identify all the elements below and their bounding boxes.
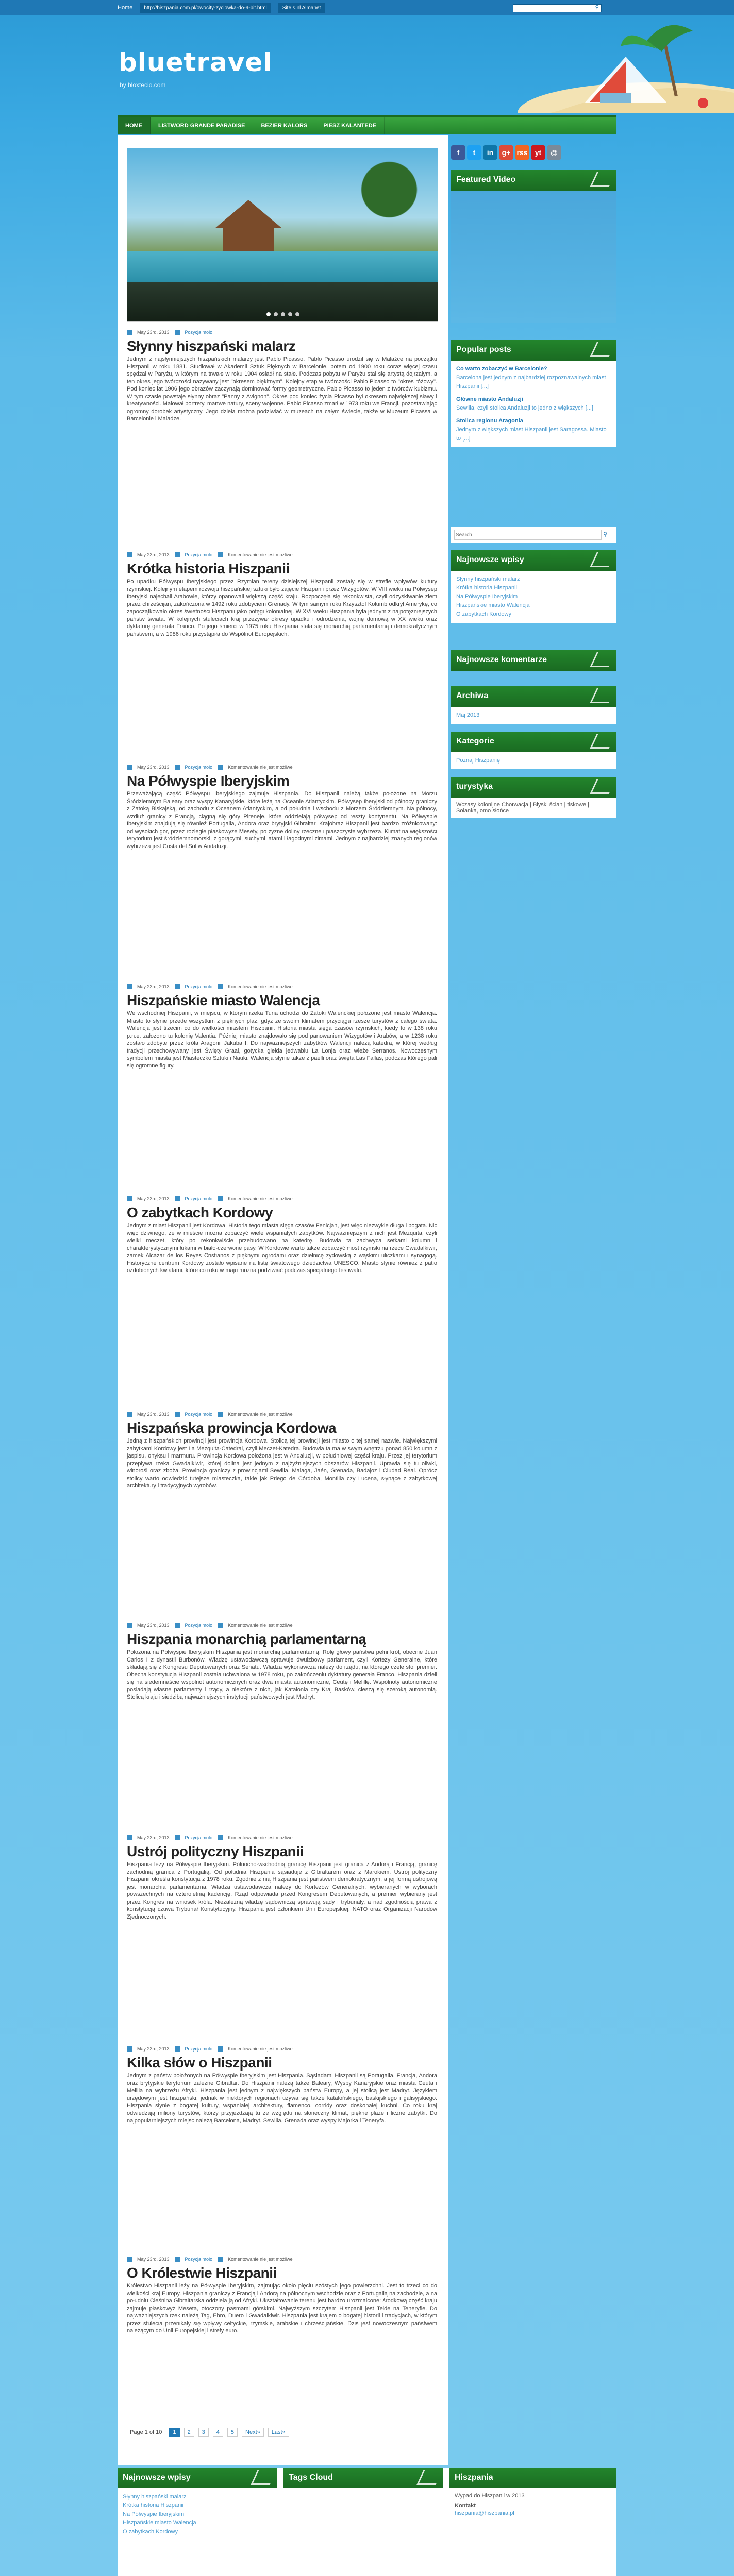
calendar-icon xyxy=(127,1623,132,1628)
footer-contact-email[interactable]: hiszpania@hiszpania.pl xyxy=(455,2510,514,2516)
page-link[interactable]: 3 xyxy=(198,2428,209,2437)
sidebar-search-input[interactable] xyxy=(454,530,602,540)
top-link[interactable]: Site s.nl Almanet xyxy=(278,3,325,13)
pagination-label: Page 1 of 10 xyxy=(130,2429,162,2435)
image-slider[interactable] xyxy=(127,148,438,322)
rss-icon[interactable]: rss xyxy=(515,145,529,160)
widget-title-text: Popular posts xyxy=(456,345,511,354)
popular-post-title[interactable]: Główne miasto Andaluzji xyxy=(456,396,523,402)
post-excerpt: Jednym z najsłynniejszych hiszpańskich malarzy jest Pablo Picasso. Pablo Picasso urodził się w Malaźce na początku Hiszpanii w roku 1881. Studiował w Akademii Sztuk Pięknych w Barcelonie, potem od 1900 roku coraz więcej czasu spędzał w Paryżu, w którym na trwałe w roku 1904 osiadł na stałe. Podczas pobytu w Paryżu stał się artystą dojrzałym, a ten okres jego twórczości nazywany jest "okresem błękitnym". Kolejny etap w twórczości Pablo Picasso to "okres różowy". Pod koniec lat 1906 jego obrazów zaczynają dominować formy geometryczne. Pablo Picasso to jeden z twórców kubizmu. W tym czasie powstaje słynny obraz "Panny z Avignon". Okres pod koniec życia Picasso był okresem największej sławy i kreatywności. Malował portrety, martwe natury, sceny wojenne. Pablo Picasso zmarł w 1973 roku we Francji, pozostawiając ogromny dorobek artystyczny. Jego dzieła można podziwiać w muzeach na całym świecie, także w Muzeum Picassa w Barcelonie i Maladze. xyxy=(127,356,437,422)
recent-post-link[interactable]: Słynny hiszpański malarz xyxy=(123,2494,187,2500)
post-meta xyxy=(127,552,437,557)
turystyka-text[interactable]: Wczasy kolonijne Chorwacja | Błyski ścian | tiskowe | Solanka, omo słońce xyxy=(451,798,616,818)
sidebar xyxy=(451,135,616,2465)
category-link[interactable]: Poznaj Hiszpanię xyxy=(456,757,500,764)
widget-recent-comments xyxy=(451,650,616,671)
widget-title-text: Tags Cloud xyxy=(289,2473,333,2482)
youtube-icon[interactable]: yt xyxy=(531,145,545,160)
post-author[interactable]: Pozycja molo xyxy=(185,765,213,770)
widget-title-text: Hiszpania xyxy=(455,2473,493,2482)
nav-item[interactable]: PIESZ KALANTEDE xyxy=(315,117,385,134)
post-excerpt: Położona na Półwyspie Iberyjskim Hiszpania jest monarchią parlamentarną. Rolę głowy państwa pełni król, obecnie Juan Carlos I z dynastii Burbonów. Władzę ustawodawczą sprawuje dwuizbowy parlament, czyli Kortezy Generalne, które składają się z Kongresu Deputowanych oraz Senatu. Władza wykonawcza należy do rządu, na którego czele stoi premier. Obecna konstytucja Hiszpanii została uchwalona w 1978 roku, po zakończeniu dyktatury generała Franco. Hiszpania dzieli się na siedemnaście wspólnot autonomicznych oraz dwa miasta autonomiczne, Ceutę i Melillę. Wspólnoty autonomiczne posiadają własne parlamenty i rządy, a niektóre z nich, jak Katalonia czy Kraj Basków, cieszą się szeroką autonomią. Stolicą kraju i siedzibą najważniejszych instytucji państwowych jest Madryt. xyxy=(127,1649,437,1700)
user-icon xyxy=(175,765,180,770)
footer-recent xyxy=(118,2468,277,2540)
slider-dot[interactable] xyxy=(288,312,292,316)
top-link[interactable]: http://hiszpania.com.pl/owocity-zyciowka-do-9-bit.html xyxy=(140,3,271,13)
calendar-icon xyxy=(127,330,132,335)
user-icon xyxy=(175,984,180,989)
user-icon xyxy=(175,1412,180,1417)
popular-list xyxy=(451,361,616,447)
pagination xyxy=(127,2428,289,2437)
popular-post-excerpt[interactable]: Sewilla, czyli stolica Andaluzji to jedno z większych [...] xyxy=(456,405,593,411)
widget-title-text: Archiwa xyxy=(456,691,489,700)
post-author[interactable]: Pozycja molo xyxy=(185,1196,213,1201)
beach-chair-icon xyxy=(590,172,616,187)
post-meta xyxy=(127,330,437,335)
widget-categories xyxy=(451,732,616,769)
facebook-icon[interactable]: f xyxy=(451,145,465,160)
archive-list xyxy=(451,707,616,724)
post-meta xyxy=(127,2046,437,2052)
comment-icon xyxy=(218,2257,223,2262)
post-title[interactable]: O Królestwie Hiszpanii xyxy=(127,2265,277,2281)
comment-icon xyxy=(218,552,223,557)
footer-contact-label: Kontakt xyxy=(455,2503,476,2509)
popular-post-excerpt[interactable]: Barcelona jest jednym z najbardziej rozpoznawalnych miast Hiszpanii [...] xyxy=(456,375,606,389)
post xyxy=(127,984,437,1070)
nav-home[interactable]: HOME xyxy=(118,117,151,134)
recent-post-link[interactable]: Na Półwyspie Iberyjskim xyxy=(456,594,518,600)
widget-title xyxy=(118,2468,277,2488)
recent-post-link[interactable]: O zabytkach Kordowy xyxy=(456,611,511,617)
post-excerpt: Jednym z miast Hiszpanii jest Kordowa. Historia tego miasta sięga czasów Fenicjan, jest więc niezwykle długa i bogata. Nic więc dziwnego, że w mieście można zobaczyć wiele wspaniałych zabytków. Najważniejszym z nich jest Mezquita, czyli wielki meczet, który po rekonkwiście przebudowano na katedrę. Budowla ta zachwyca setkami kolumn i charakterystycznymi łukami w biało-czerwone pasy. W Kordowie warto także zobaczyć most rzymski na rzece Gwadalkiwir, zamek Alcázar de los Reyes Cristianos z pięknymi ogrodami oraz dzielnicę żydowską z wąskimi uliczkami i synagogą. Historyczne centrum Kordowy zostało wpisane na listę światowego dziedzictwa UNESCO. Miasto słynie również z patio ozdobionych kwiatami, które co roku w maju można podziwiać podczas specjalnego festiwalu. xyxy=(127,1223,437,1274)
widget-title-text: Najnowsze komentarze xyxy=(456,655,547,664)
category-list xyxy=(451,752,616,769)
slider-dots xyxy=(266,312,299,316)
footer-recent-list xyxy=(118,2488,277,2540)
comment-icon xyxy=(218,984,223,989)
post xyxy=(127,1412,437,1490)
widget-archive xyxy=(451,686,616,724)
beach-chair-icon xyxy=(590,552,616,567)
footer-tags xyxy=(283,2468,443,2488)
nav-item[interactable]: BEZIER KALORS xyxy=(253,117,315,134)
recent-post-link[interactable]: Hiszpańskie miasto Walencja xyxy=(123,2520,196,2526)
post-comments: Komentowanie nie jest możliwe xyxy=(228,2046,293,2052)
widget-recent-posts xyxy=(451,550,616,623)
calendar-icon xyxy=(127,2046,132,2052)
calendar-icon xyxy=(127,2257,132,2262)
post-date: May 23rd, 2013 xyxy=(137,984,170,989)
popular-post-excerpt[interactable]: Jednym z większych miast Hiszpanii jest Saragossa. Miasto to [...] xyxy=(456,427,607,442)
comment-icon xyxy=(218,1412,223,1417)
post-comments: Komentowanie nie jest możliwe xyxy=(228,1196,293,1201)
beach-chair-icon xyxy=(416,2470,443,2485)
beach-illustration xyxy=(497,15,734,113)
post-comments: Komentowanie nie jest możliwe xyxy=(228,1412,293,1417)
calendar-icon xyxy=(127,765,132,770)
post-excerpt: Jedną z hiszpańskich prowincji jest prowincja Kordowa. Stolicą tej prowincji jest miasto o tej samej nazwie. Największymi zabytkami Kordowy jest La Mezquita-Catedral, czyli Meczet-Katedra. Budowla ta ma w swym wnętrzu ponad 850 kolumn z jaspisu, onyksu i marmuru. Prowincja Kordowa położona jest w Andaluzji, w południowej części kraju. Przez jej terytorium przepływa rzeka Gwadalkiwir, której dolina jest jednym z najżyźniejszych obszarów Hiszpanii. Uprawia się tu oliwki, winorośl oraz zboża. Prowincja graniczy z prowincjami Sewilla, Malaga, Jaén, Grenada, Badajoz i Ciudad Real. Oprócz stolicy warto odwiedzić tutejsze miasteczka, takie jak Priego de Córdoba, Montilla czy Lucena, słynące z zabytkowej architektury i tradycyjnych wyrobów. xyxy=(127,1438,437,1489)
recent-post-link[interactable]: Hiszpańskie miasto Walencja xyxy=(456,602,530,608)
widget-title xyxy=(283,2468,443,2488)
top-home-link[interactable]: Home xyxy=(118,5,133,11)
post-comments: Komentowanie nie jest możliwe xyxy=(228,2257,293,2262)
comment-icon xyxy=(218,1835,223,1840)
post-meta xyxy=(127,765,437,770)
comment-icon xyxy=(218,1196,223,1201)
page-link[interactable]: 5 xyxy=(227,2428,238,2437)
post-date: May 23rd, 2013 xyxy=(137,1835,170,1840)
beach-chair-icon xyxy=(590,342,616,357)
widget-title xyxy=(451,340,616,361)
post-excerpt: Królestwo Hiszpanii leży na Półwyspie Iberyjskim, zajmując około pięciu szóstych jego powierzchni. Jest to trzeci co do wielkości kraj Europy. Hiszpania graniczy z Francją i Andorą na północnym wschodzie oraz z Portugalią na zachodzie, a na południu Cieśnina Gibraltarska oddziela ją od Afryki. Ukształtowanie terenu jest bardzo urozmaicone: środkową część kraju zajmuje płaskowyż Meseta, otoczony pasmami górskimi. Najwyższym szczytem Hiszpanii jest Teide na Teneryfie. Do najważniejszych rzek należą Tag, Ebro, Duero i Gwadalkiwir. Hiszpania jest krajem o bogatej historii i tradycjach, w którym przez stulecia przenikały się wpływy celtyckie, rzymskie, arabskie i chrześcijańskie. Dziś jest nowoczesnym państwem należącym do Unii Europejskiej i strefy euro. xyxy=(127,2283,437,2334)
page-link[interactable]: 1 xyxy=(169,2428,179,2437)
post-title[interactable]: Kilka słów o Hiszpanii xyxy=(127,2055,272,2071)
header xyxy=(0,15,734,113)
user-icon xyxy=(175,330,180,335)
linkedin-icon[interactable]: in xyxy=(483,145,497,160)
main-content xyxy=(118,135,448,2465)
post-title[interactable]: Krótka historia Hiszpanii xyxy=(127,561,290,577)
post-excerpt: Hiszpania leży na Półwyspie Iberyjskim. Północno-wschodnią granicę Hiszpanii jest granica z Andorą i Francją, granicę zachodnią granica z Portugalią. Od południa Hiszpania sąsiaduje z Gibraltarem oraz z Marokiem. Ustrój polityczny Hiszpanii określa konstytucja z 1978 roku. Zgodnie z nią Hiszpania jest państwem demokratycznym, a jej formą ustrojową jest monarchia parlamentarna. Władza ustawodawcza należy do Kortezów Generalnych, wybieranych w wyborach powszechnych na czteroletnią kadencję. Rząd odpowiada przed Kongresem Deputowanych, a premier wybierany jest przez Kongres na wniosek króla. Niezależną władzę sądowniczą sprawują sądy i trybunały, a nad zgodnością prawa z konstytucją czuwa Trybunał Konstytucyjny. Hiszpania jest członkiem Unii Europejskiej, NATO oraz Organizacji Narodów Zjednoczonych. xyxy=(127,1861,437,1920)
recent-post-link[interactable]: Krótka historia Hiszpanii xyxy=(456,585,517,591)
widget-title-text: turystyka xyxy=(456,782,493,791)
post-author[interactable]: Pozycja molo xyxy=(185,1412,213,1417)
calendar-icon xyxy=(127,984,132,989)
recent-list xyxy=(451,571,616,623)
calendar-icon xyxy=(127,1835,132,1840)
top-search-input[interactable] xyxy=(513,5,590,11)
post-meta xyxy=(127,984,437,989)
post-comments: Komentowanie nie jest możliwe xyxy=(228,984,293,989)
post-author[interactable]: Pozycja molo xyxy=(185,2046,213,2052)
slider-palm xyxy=(333,159,426,262)
beach-chair-icon xyxy=(590,688,616,703)
search-box xyxy=(451,527,616,543)
post xyxy=(127,1835,437,1921)
calendar-icon xyxy=(127,1412,132,1417)
widget-title xyxy=(449,2468,616,2488)
calendar-icon xyxy=(127,552,132,557)
widget-popular-posts xyxy=(451,340,616,447)
post-date: May 23rd, 2013 xyxy=(137,765,170,770)
widget-title xyxy=(451,650,616,671)
beach-chair-icon xyxy=(590,779,616,794)
post-comments: Komentowanie nie jest możliwe xyxy=(228,1623,293,1628)
post-meta xyxy=(127,1412,437,1417)
post xyxy=(127,2046,437,2125)
footer-about-text: Wypad do Hiszpanii w 2013 xyxy=(455,2493,525,2499)
user-icon xyxy=(175,1196,180,1201)
widget-title-text: Najnowsze wpisy xyxy=(123,2473,191,2482)
widget-turystyka xyxy=(451,777,616,818)
post-date: May 23rd, 2013 xyxy=(137,1623,170,1628)
post-excerpt: Jednym z państw położonych na Półwyspie Iberyjskim jest Hiszpania. Sąsiadami Hiszpanii są Portugalia, Francja, Andora oraz brytyjskie terytorium zależne Gibraltar. Do Hiszpanii należą także Baleary, Wyspy Kanaryjskie oraz miasta Ceuta i Melilla na wybrzeżu Afryki. Hiszpania jest jednym z największych państw Europy, a jej stolicą jest Madryt. Językiem urzędowym jest hiszpański, jednak w niektórych regionach używa się także katalońskiego, baskijskiego i galisyjskiego. Hiszpania słynie z bogatej kultury, wspaniałej architektury, flamenco, corridy oraz doskonałej kuchni. Co roku kraj odwiedzają miliony turystów, którzy przyjeżdżają tu ze względu na słoneczny klimat, piękne plaże i liczne zabytki. Do najpopularniejszych miejsc należą Barcelona, Madryt, Sewilla, Grenada oraz wyspy Majorka i Teneryfa. xyxy=(127,2073,437,2124)
next-link[interactable]: Next» xyxy=(242,2428,264,2437)
post-excerpt: We wschodniej Hiszpanii, w miejscu, w którym rzeka Turia uchodzi do Zatoki Walenckiej położone jest miasto Walencja. Miasto to słynie przede wszystkim z pięknych plaż, gdyż ze swoim klimatem przyciąga rzesze turystów z całego świata. Walencja jest trzecim co do wielkości miastem Hiszpanii. Historia miasta sięga czasów rzymskich, kiedy to w 138 roku p.n.e. założono tu kolonię Valentia. Później miasto znajdowało się pod panowaniem Wizygotów i Arabów, a w 1238 roku zostało zdobyte przez króla Aragonii Jakuba I. Do najważniejszych zabytków Walencji należą katedra, w której według tradycji przechowywany jest Święty Graal, gotycka giełda jedwabiu La Lonja oraz wieże Serranos. Nowoczesnym symbolem miasta jest Miasteczko Sztuki i Nauki. Walencja słynie także z paelli oraz święta Las Fallas, podczas którego pali się ogromne figury. xyxy=(127,1010,437,1069)
post xyxy=(127,330,437,423)
slider-dot[interactable] xyxy=(274,312,278,316)
post-date: May 23rd, 2013 xyxy=(137,330,170,335)
post-comments: Komentowanie nie jest możliwe xyxy=(228,1835,293,1840)
post-author[interactable]: Pozycja molo xyxy=(185,1835,213,1840)
recent-post-link[interactable]: Na Półwyspie Iberyjskim xyxy=(123,2511,185,2517)
user-icon xyxy=(175,2257,180,2262)
post-title[interactable]: Na Półwyspie Iberyjskim xyxy=(127,773,290,789)
top-search xyxy=(513,4,602,12)
top-bar xyxy=(0,0,734,15)
post-meta xyxy=(127,1196,437,1201)
widget-title xyxy=(451,686,616,707)
post-date: May 23rd, 2013 xyxy=(137,2257,170,2262)
slider-dot[interactable] xyxy=(281,312,285,316)
last-link[interactable]: Last» xyxy=(268,2428,289,2437)
post xyxy=(127,1196,437,1275)
site-logo[interactable]: bluetravel xyxy=(119,47,273,77)
post-date: May 23rd, 2013 xyxy=(137,552,170,557)
post-title[interactable]: Hiszpańska prowincja Kordowa xyxy=(127,1420,337,1436)
post-date: May 23rd, 2013 xyxy=(137,2046,170,2052)
post-title[interactable]: Ustrój polityczny Hiszpanii xyxy=(127,1843,304,1859)
post-title[interactable]: Hiszpania monarchią parlamentarną xyxy=(127,1631,366,1647)
comment-icon xyxy=(218,1623,223,1628)
archive-link[interactable]: Maj 2013 xyxy=(456,712,480,718)
slider-dot[interactable] xyxy=(295,312,299,316)
footer-about-body xyxy=(449,2488,616,2522)
post-date: May 23rd, 2013 xyxy=(137,1412,170,1417)
page-link[interactable]: 4 xyxy=(213,2428,223,2437)
search-icon[interactable]: ⚲ xyxy=(603,531,608,538)
post-author[interactable]: Pozycja molo xyxy=(185,984,213,989)
widget-title xyxy=(451,777,616,798)
user-icon xyxy=(175,1623,180,1628)
user-icon xyxy=(175,1835,180,1840)
googleplus-icon[interactable]: g+ xyxy=(499,145,513,160)
site-tagline: by bloxtecio.com xyxy=(120,81,166,89)
post-excerpt: Po upadku Półwyspu Iberyjskiego przez Rzymian tereny dzisiejszej Hiszpanii zostały się w strefie wpływów kultury rzymskiej. Kolejnym etapem rozwoju hiszpańskiej sztuki było zajęcie Hiszpanii przez Wizygotów. W VIII wieku na Półwysep Iberyjski najechali Arabowie, którzy opanowali większą część kraju. Rozpoczęła się rekonkwista, czyli odzyskiwanie ziem przez chrześcijan, zakończona w 1492 roku zdobyciem Grenady. W tym samym roku Krzysztof Kolumb odkrył Amerykę, co zapoczątkowało okres świetności Hiszpanii jako potęgi kolonialnej. W XVI wieku Hiszpania była jednym z najpotężniejszych państw świata. W kolejnych stuleciach kraj przeżywał okresy upadku i odrodzenia, wojnę domową w XX wieku oraz dyktaturę generała Franco. Po jego śmierci w 1975 roku Hiszpania stała się monarchią parlamentarną i demokratycznym państwem, a w 1986 roku przystąpiła do Wspólnot Europejskich. xyxy=(127,579,437,637)
post-author[interactable]: Pozycja molo xyxy=(185,2257,213,2262)
post xyxy=(127,765,437,850)
user-icon xyxy=(175,2046,180,2052)
post xyxy=(127,2257,437,2335)
post-excerpt: Przeważającą część Półwyspu Iberyjskiego zajmuje Hiszpania. Do Hiszpanii należą także położone na Morzu Śródziemnym Baleary oraz wyspy Kanaryjskie, które leżą na Oceanie Atlantyckim. Półwysep Iberyjski od północy graniczy z Zatoką Biskajską, od zachodu z Oceanem Atlantyckim, a od południa i wschodu z Morzem Śródziemnym. Na północy, wzdłuż granicy z Francją, ciągną się góry Pireneje, które oddzielają półwysep od reszty kontynentu. Na Półwyspie Iberyjskim znajdują się również Portugalia, Andora oraz brytyjski Gibraltar. Krajobraz Hiszpanii jest bardzo zróżnicowany: od wysokich gór, przez rozległe płaskowyże Mesety, po żyzne doliny rzeczne i piaszczyste wybrzeża. Klimat na większości terytorium jest śródziemnomorski, z gorącymi, suchymi latami i łagodnymi zimami. Jednym z najbardziej znanych regionów wybrzeża jest Costa del Sol w Andaluzji. xyxy=(127,791,437,850)
popular-post-title[interactable]: Co warto zobaczyć w Barcelonie? xyxy=(456,366,547,372)
post-meta xyxy=(127,1623,437,1628)
popular-post-title[interactable]: Stolica regionu Aragonia xyxy=(456,418,523,424)
calendar-icon xyxy=(127,1196,132,1201)
user-icon xyxy=(175,552,180,557)
post-date: May 23rd, 2013 xyxy=(137,1196,170,1201)
twitter-icon[interactable]: t xyxy=(467,145,481,160)
widget-featured-video xyxy=(451,170,616,323)
post xyxy=(127,552,437,638)
post-title[interactable]: Słynny hiszpański malarz xyxy=(127,338,296,354)
post-author[interactable]: Pozycja molo xyxy=(185,552,213,557)
slider-temple xyxy=(215,200,282,251)
video-area[interactable] xyxy=(451,191,616,323)
widget-title xyxy=(451,550,616,571)
email-icon[interactable]: @ xyxy=(547,145,561,160)
widget-title xyxy=(451,732,616,752)
recent-post-link[interactable]: Krótka historia Hiszpanii xyxy=(123,2502,184,2509)
recent-post-link[interactable]: Słynny hiszpański malarz xyxy=(456,576,520,582)
widget-search xyxy=(451,527,616,543)
beach-chair-icon xyxy=(251,2470,277,2485)
post-meta xyxy=(127,2257,437,2262)
slider-dot[interactable] xyxy=(266,312,271,316)
post-author[interactable]: Pozycja molo xyxy=(185,1623,213,1628)
post-author[interactable]: Pozycja molo xyxy=(185,330,213,335)
page-link[interactable]: 2 xyxy=(184,2428,194,2437)
post-comments: Komentowanie nie jest możliwe xyxy=(228,552,293,557)
recent-post-link[interactable]: O zabytkach Kordowy xyxy=(123,2529,178,2535)
comment-icon xyxy=(218,2046,223,2052)
footer-widgets xyxy=(118,2468,616,2576)
beach-chair-icon xyxy=(590,652,616,667)
widget-title-text: Featured Video xyxy=(456,175,516,184)
post-comments: Komentowanie nie jest możliwe xyxy=(228,765,293,770)
search-icon[interactable]: ⚲ xyxy=(595,5,599,10)
main-nav xyxy=(118,115,616,134)
widget-title-text: Najnowsze wpisy xyxy=(456,555,524,564)
widget-title xyxy=(451,170,616,191)
footer-about xyxy=(449,2468,616,2522)
beach-chair-icon xyxy=(590,734,616,749)
widget-title-text: Kategorie xyxy=(456,737,494,745)
post-title[interactable]: O zabytkach Kordowy xyxy=(127,1205,273,1221)
post-title[interactable]: Hiszpańskie miasto Walencja xyxy=(127,992,320,1008)
post-meta xyxy=(127,1835,437,1840)
post xyxy=(127,1623,437,1701)
nav-item[interactable]: LISTWORD GRANDE PARADISE xyxy=(151,117,253,134)
social-icons xyxy=(451,145,561,160)
comment-icon xyxy=(218,765,223,770)
